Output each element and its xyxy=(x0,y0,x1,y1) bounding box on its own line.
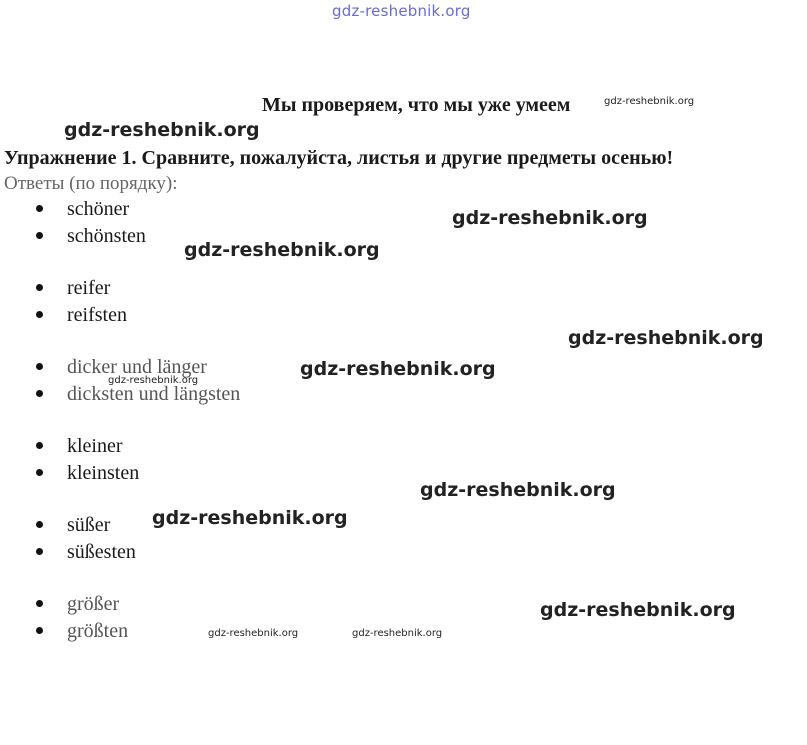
answer-text: schöner xyxy=(67,198,130,220)
answer-item xyxy=(36,541,136,564)
bullet-icon xyxy=(36,232,43,239)
answer-text: kleinsten xyxy=(67,462,140,484)
bullet-icon xyxy=(36,600,43,607)
answer-item xyxy=(36,514,110,537)
answer-text: süßer xyxy=(67,514,111,536)
bullet-icon xyxy=(36,284,43,291)
watermark: gdz-reshebnik.org xyxy=(208,628,299,639)
bullet-icon xyxy=(36,521,43,528)
answer-text: kleiner xyxy=(67,435,123,457)
bullet-icon xyxy=(36,627,43,634)
watermark: gdz-reshebnik.org xyxy=(300,358,496,380)
answer-item xyxy=(36,304,127,327)
answer-item xyxy=(36,277,110,300)
answer-item xyxy=(36,620,128,643)
answer-item xyxy=(36,593,119,616)
answer-text: süßesten xyxy=(67,541,136,563)
exercise-title: Упражнение 1. Сравните, пожалуйста, листья и другие предметы осенью! xyxy=(4,147,674,169)
watermark: gdz-reshebnik.org xyxy=(64,119,260,141)
answer-text: schönsten xyxy=(67,225,146,247)
answer-text: größten xyxy=(67,620,129,642)
bullet-icon xyxy=(36,205,43,212)
answer-text: dicksten und längsten xyxy=(67,383,241,405)
watermark: gdz-reshebnik.org xyxy=(452,207,648,229)
answer-item xyxy=(36,225,146,248)
watermark: gdz-reshebnik.org xyxy=(568,327,764,349)
answer-text: reifer xyxy=(67,277,111,299)
watermark: gdz-reshebnik.org xyxy=(352,628,443,639)
watermark: gdz-reshebnik.org xyxy=(540,599,736,621)
bullet-icon xyxy=(36,469,43,476)
answer-item xyxy=(36,383,240,406)
watermark: gdz-reshebnik.org xyxy=(108,375,199,386)
watermark: gdz-reshebnik.org xyxy=(152,507,348,529)
watermark: gdz-reshebnik.org xyxy=(184,239,380,261)
answer-text: reifsten xyxy=(67,304,127,326)
bullet-icon xyxy=(36,311,43,318)
answer-text: dicker und länger xyxy=(67,356,207,378)
answer-item xyxy=(36,198,129,221)
bullet-icon xyxy=(36,390,43,397)
watermark: gdz-reshebnik.org xyxy=(420,479,616,501)
watermark: gdz-reshebnik.org xyxy=(604,96,695,107)
answer-text: größer xyxy=(67,593,120,615)
bullet-icon xyxy=(36,548,43,555)
answer-item xyxy=(36,435,123,458)
answer-item xyxy=(36,462,139,485)
page-heading: Мы проверяем, что мы уже умеем xyxy=(262,94,571,116)
bullet-icon xyxy=(36,442,43,449)
bullet-icon xyxy=(36,363,43,370)
top-watermark: gdz-reshebnik.org xyxy=(332,2,471,20)
answers-label: Ответы (по порядку): xyxy=(4,173,178,194)
